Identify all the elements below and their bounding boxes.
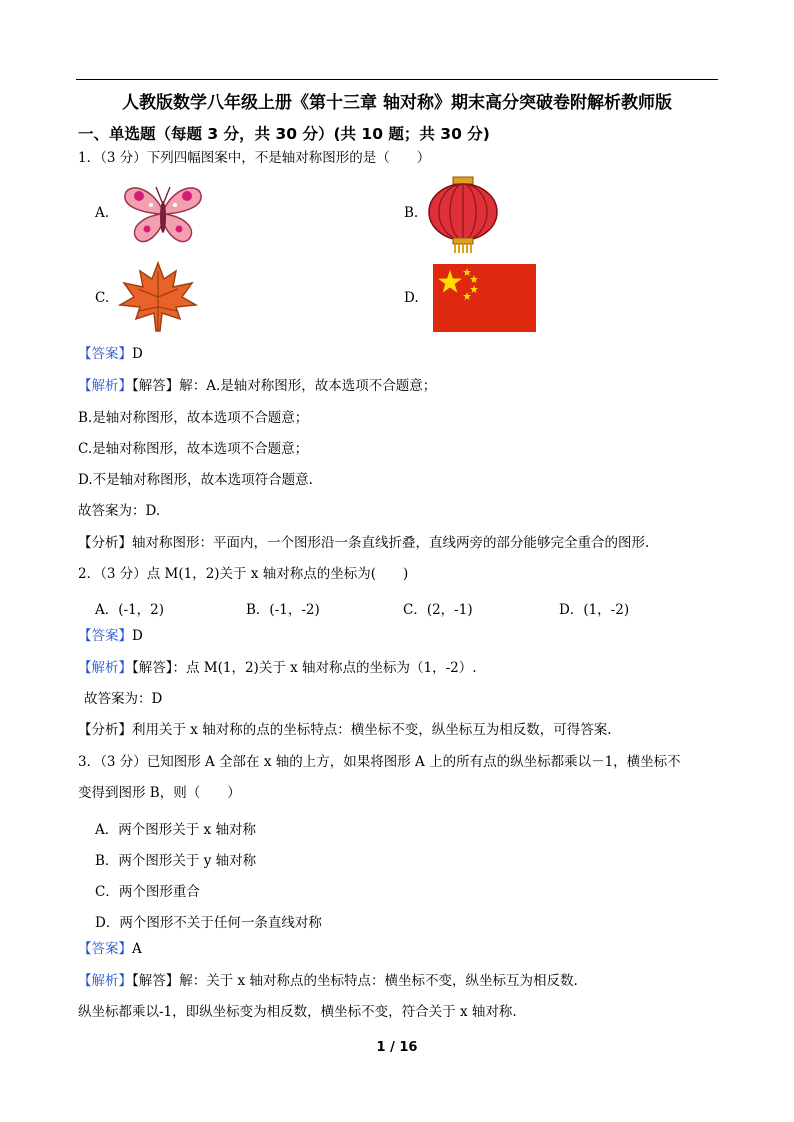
q3-analysis-line-2: 纵坐标都乘以-1，即纵坐标变为相反数，横坐标不变，符合关于 x 轴对称. xyxy=(78,1004,517,1020)
q1-answer xyxy=(78,348,143,362)
q3-stem-continued: 变得到图形 B，则（ ） xyxy=(78,785,241,801)
q1-option-d-label: D. xyxy=(404,290,419,306)
q1-analysis-text: 【解答】解：A.是轴对称图形，故本选项不合题意； xyxy=(132,378,437,394)
q1-fenxi: 【分析】轴对称图形：平面内，一个图形沿一条直线折叠，直线两旁的部分能够完全重合的图形. xyxy=(78,535,650,551)
q3-stem: 3．（3 分）已知图形 A 全部在 x 轴的上方，如果将图形 A 上的所有点的纵坐标都乘以－1，横坐标不 xyxy=(78,754,681,770)
q1-analysis-line-d: D.不是轴对称图形，故本选项符合题意. xyxy=(78,472,313,488)
q2-answer xyxy=(78,630,143,644)
q1-stem: 1．（3 分）下列四幅图案中，不是轴对称图形的是（ ） xyxy=(78,150,431,166)
q1-option-a-label: A. xyxy=(95,205,110,221)
q3-option-b: B．两个图形关于 y 轴对称 xyxy=(95,853,257,869)
page-number: 1 / 16 xyxy=(376,1040,418,1055)
answer-tag: 【答案】 xyxy=(78,941,132,957)
header-rule xyxy=(76,79,718,80)
q2-conclusion: 故答案为：D xyxy=(84,691,163,707)
page-title: 人教版数学八年级上册《第十三章 轴对称》期末高分突破卷附解析教师版 xyxy=(122,93,672,113)
q3-option-a: A．两个图形关于 x 轴对称 xyxy=(95,822,256,838)
q3-analysis xyxy=(78,975,578,989)
q1-analysis xyxy=(78,380,436,394)
q3-answer-value: A xyxy=(132,941,142,957)
analysis-tag: 【解析】 xyxy=(78,973,132,989)
maple-leaf-icon xyxy=(118,261,198,333)
section-heading: 一、单选题（每题 3 分，共 30 分）(共 10 题；共 30 分) xyxy=(78,125,490,143)
q2-answer-value: D xyxy=(132,628,143,644)
answer-tag: 【答案】 xyxy=(78,346,132,362)
q3-option-d: D．两个图形不关于任何一条直线对称 xyxy=(95,915,322,931)
china-flag-icon xyxy=(433,264,536,332)
q1-answer-value: D xyxy=(132,346,143,362)
q1-option-b-label: B. xyxy=(404,205,419,221)
q3-answer xyxy=(78,943,142,957)
q3-option-c: C．两个图形重合 xyxy=(95,884,200,900)
answer-tag: 【答案】 xyxy=(78,628,132,644)
q2-fenxi: 【分析】利用关于 x 轴对称的点的坐标特点：横坐标不变，纵坐标互为相反数，可得答案. xyxy=(78,722,612,738)
analysis-tag: 【解析】 xyxy=(78,378,132,394)
q1-analysis-line-c: C.是轴对称图形，故本选项不合题意； xyxy=(78,441,309,457)
q2-option-c: C．(2，-1) xyxy=(403,602,473,618)
q3-analysis-text: 【解答】解：关于 x 轴对称点的坐标特点：横坐标不变，纵坐标互为相反数. xyxy=(132,973,578,989)
q2-option-b: B．(-1，-2) xyxy=(246,602,320,618)
q2-analysis-text: 【解答】：点 M(1，2)关于 x 轴对称点的坐标为（1，-2）. xyxy=(132,660,477,676)
lantern-icon xyxy=(427,176,499,254)
q1-analysis-line-b: B.是轴对称图形，故本选项不合题意； xyxy=(78,410,309,426)
q2-option-d: D．(1，-2) xyxy=(559,602,630,618)
analysis-tag: 【解析】 xyxy=(78,660,132,676)
q1-option-c-label: C. xyxy=(95,290,110,306)
butterfly-icon xyxy=(121,181,205,247)
q2-option-a: A．(-1，2) xyxy=(95,602,165,618)
q1-conclusion: 故答案为：D. xyxy=(78,503,161,519)
q2-stem: 2．（3 分）点 M(1，2)关于 x 轴对称点的坐标为( ) xyxy=(78,566,409,582)
q2-analysis xyxy=(78,662,477,676)
